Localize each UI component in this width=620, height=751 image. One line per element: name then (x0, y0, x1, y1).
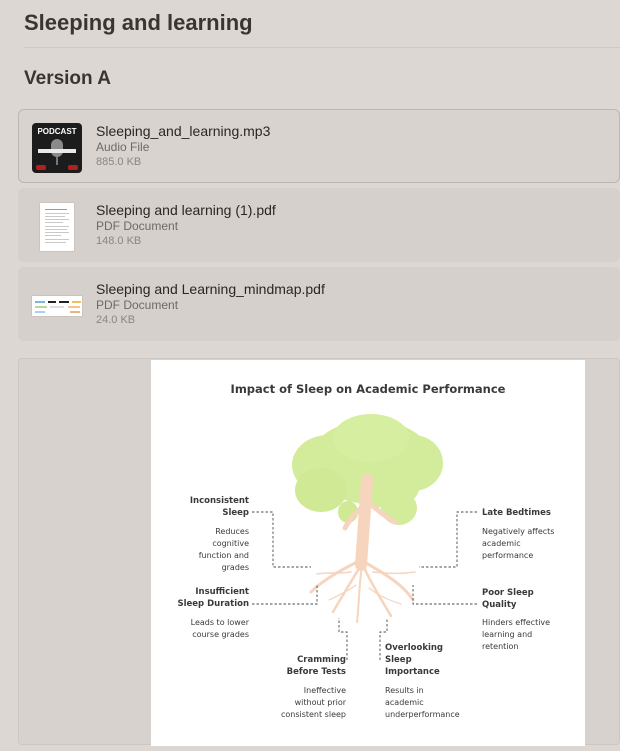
item-poor-sleep-quality (482, 588, 550, 651)
item-heading: Insufficient (195, 587, 249, 597)
item-body: function and (198, 551, 249, 560)
item-body: underperformance (385, 710, 460, 719)
item-heading: Sleep (385, 655, 412, 665)
file-name: Sleeping and Learning_mindmap.pdf (96, 281, 325, 297)
podcast-cover-icon (32, 123, 82, 173)
file-size: 885.0 KB (96, 156, 142, 168)
page-title: Sleeping and learning (24, 10, 253, 35)
file-item-mindmap-pdf[interactable] (18, 267, 620, 341)
item-heading: Sleep Duration (177, 599, 249, 609)
file-type: PDF Document (96, 298, 179, 312)
section-title: Version A (24, 68, 111, 89)
item-heading: Late Bedtimes (482, 508, 551, 518)
mindmap-thumb-icon (32, 281, 82, 331)
file-size: 24.0 KB (96, 314, 136, 326)
file-name: Sleeping and learning (1).pdf (96, 202, 276, 218)
item-body: academic (385, 698, 424, 707)
item-cramming-before-tests (281, 655, 347, 719)
title-divider (24, 47, 620, 48)
item-heading: Cramming (297, 655, 346, 665)
item-body: Ineffective (303, 686, 346, 695)
item-body: Results in (385, 686, 424, 695)
item-body: learning and (482, 630, 533, 639)
item-overlooking-sleep-importance (385, 643, 460, 719)
podcast-cover-text: PODCAST (37, 127, 77, 136)
item-body: without prior (294, 698, 346, 707)
item-body: consistent sleep (280, 710, 346, 719)
item-heading: Importance (385, 667, 440, 677)
item-body: Leads to lower (190, 618, 249, 627)
item-late-bedtimes (482, 508, 554, 560)
item-body: academic (482, 539, 521, 548)
item-heading: Overlooking (385, 643, 444, 653)
item-body: cognitive (212, 539, 249, 548)
item-body: grades (221, 563, 249, 572)
item-body: course grades (192, 630, 249, 639)
item-heading: Inconsistent (189, 496, 249, 506)
item-body: Reduces (215, 527, 249, 536)
file-size: 148.0 KB (96, 235, 142, 247)
item-heading: Sleep (222, 508, 249, 518)
file-type: PDF Document (96, 219, 179, 233)
item-body: retention (482, 642, 519, 651)
pdf-page-icon (32, 202, 82, 252)
item-heading: Poor Sleep (482, 588, 534, 598)
item-body: performance (482, 551, 534, 560)
file-item-pdf[interactable] (18, 188, 620, 262)
file-type: Audio File (96, 140, 150, 154)
item-heading: Before Tests (286, 667, 346, 677)
item-body: Hinders effective (482, 618, 551, 627)
infographic-preview[interactable] (151, 360, 585, 746)
item-body: Negatively affects (482, 527, 555, 536)
item-heading: Quality (482, 600, 517, 610)
file-name: Sleeping_and_learning.mp3 (96, 123, 271, 139)
item-inconsistent-sleep (190, 496, 249, 572)
item-insufficient-sleep-duration (177, 587, 249, 639)
infographic-title: Impact of Sleep on Academic Performance (230, 382, 506, 396)
file-item-mp3[interactable] (18, 109, 620, 183)
